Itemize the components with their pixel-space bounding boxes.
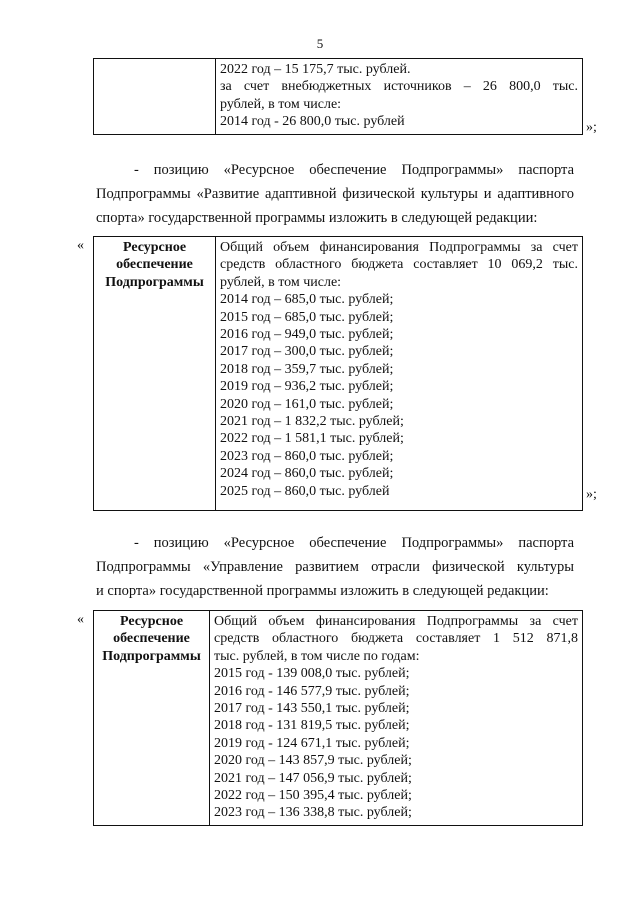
label-line: Подпрограммы xyxy=(105,274,204,290)
paragraph-line: Подпрограммы «Управление развитием отрасли физической культуры xyxy=(96,559,574,575)
opening-quote: « xyxy=(77,612,84,627)
closing-quote: »; xyxy=(586,120,597,135)
value-line: 2021 год – 1 832,2 тыс. рублей; xyxy=(220,414,404,430)
paragraph-line: и спорта» государственной программы изложить в следующей редакции: xyxy=(96,583,549,599)
value-line: 2017 год – 300,0 тыс. рублей; xyxy=(220,344,394,360)
value-line: 2023 год – 860,0 тыс. рублей; xyxy=(220,448,394,464)
closing-quote: »; xyxy=(586,487,597,502)
value-cell xyxy=(210,611,583,826)
value-line: тыс. рублей, в том числе по годам: xyxy=(214,648,420,664)
value-line: Общий объем финансирования Подпрограммы за счет xyxy=(214,614,578,629)
opening-quote: « xyxy=(77,238,84,253)
table-row xyxy=(94,59,583,135)
paragraph-line: спорта» государственной программы изложить в следующей редакции: xyxy=(96,210,538,226)
label-cell xyxy=(94,611,210,826)
value-line: рублей, в том числе: xyxy=(220,274,342,290)
value-line: 2020 год – 143 857,9 тыс. рублей; xyxy=(214,753,412,769)
resource-table-sport-management xyxy=(93,610,583,826)
value-line: 2022 год – 150 395,4 тыс. рублей; xyxy=(214,788,412,804)
value-line: 2020 год – 161,0 тыс. рублей; xyxy=(220,396,394,412)
value-line: 2023 год – 136 338,8 тыс. рублей; xyxy=(214,805,412,821)
value-line: 2014 год - 26 800,0 тыс. рублей xyxy=(220,114,405,130)
instruction-paragraph xyxy=(96,531,574,603)
instruction-paragraph xyxy=(96,158,574,230)
resource-table-continuation xyxy=(93,58,583,135)
table-row xyxy=(94,237,583,511)
value-line: 2022 год – 1 581,1 тыс. рублей; xyxy=(220,431,404,447)
value-line: за счет внебюджетных источников – 26 800,0 тыс. xyxy=(220,79,578,95)
value-line: 2022 год – 15 175,7 тыс. рублей. xyxy=(220,62,411,77)
value-line: 2016 год - 146 577,9 тыс. рублей; xyxy=(214,683,410,699)
value-line: 2018 год – 359,7 тыс. рублей; xyxy=(220,361,394,377)
value-cell xyxy=(216,237,583,511)
value-line: 2014 год – 685,0 тыс. рублей; xyxy=(220,292,394,308)
value-line: рублей, в том числе: xyxy=(220,96,342,112)
value-line: 2018 год - 131 819,5 тыс. рублей; xyxy=(214,718,410,734)
value-line: Общий объем финансирования Подпрограммы за счет xyxy=(220,240,578,255)
value-line: 2025 год – 860,0 тыс. рублей xyxy=(220,483,390,499)
label-cell xyxy=(94,237,216,511)
paragraph-line: - позицию «Ресурсное обеспечение Подпрограммы» паспорта xyxy=(134,162,574,178)
value-line: 2016 год – 949,0 тыс. рублей; xyxy=(220,327,394,343)
value-line: 2015 год – 685,0 тыс. рублей; xyxy=(220,309,394,325)
value-cell xyxy=(216,59,583,135)
value-line: 2019 год - 124 671,1 тыс. рублей; xyxy=(214,735,410,751)
value-line: 2021 год – 147 056,9 тыс. рублей; xyxy=(214,770,412,786)
label-line: Ресурсное xyxy=(122,240,187,255)
label-line: обеспечение xyxy=(116,257,193,273)
label-line: Ресурсное xyxy=(119,614,184,629)
value-line: 2017 год - 143 550,1 тыс. рублей; xyxy=(214,701,410,717)
label-cell xyxy=(94,59,216,135)
paragraph-line: - позицию «Ресурсное обеспечение Подпрограммы» паспорта xyxy=(134,535,574,551)
value-line: 2015 год - 139 008,0 тыс. рублей; xyxy=(214,666,410,682)
value-line: 2024 год – 860,0 тыс. рублей; xyxy=(220,466,394,482)
value-line: средств областного бюджета составляет 1 512 871,8 xyxy=(214,631,578,647)
paragraph-line: Подпрограммы «Развитие адаптивной физической культуры и адаптивного xyxy=(96,186,574,202)
value-line: средств областного бюджета составляет 10 069,2 тыс. xyxy=(220,257,578,273)
page-number: 5 xyxy=(316,36,324,51)
resource-table-adaptive-sport xyxy=(93,236,583,511)
value-line: 2019 год – 936,2 тыс. рублей; xyxy=(220,379,394,395)
label-line: Подпрограммы xyxy=(102,648,201,664)
label-line: обеспечение xyxy=(113,631,190,647)
table-row xyxy=(94,611,583,826)
